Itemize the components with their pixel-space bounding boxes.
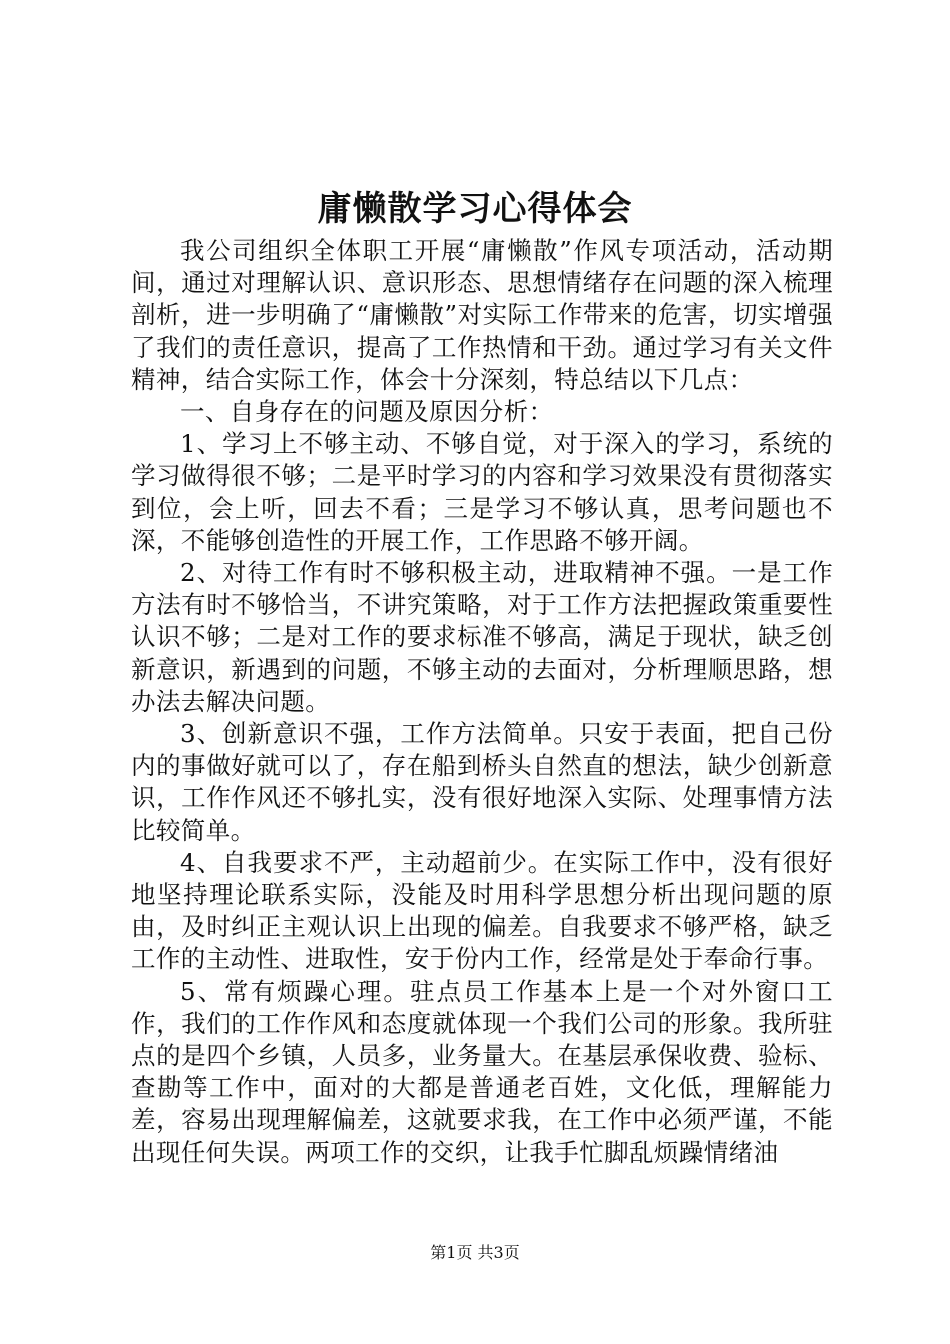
- paragraph-point-4: 4、自我要求不严，主动超前少。在实际工作中，没有很好地坚持理论联系实际，没能及时用科学思想分析出现问题的原由，及时纠正主观认识上出现的偏差。自我要求不够严格，缺乏工作的主动性、进取性，安于份内工作，经常是处于奉命行事。: [131, 847, 833, 974]
- document-title: 庸懒散学习心得体会: [317, 189, 633, 229]
- paragraph-point-3: 3、创新意识不强，工作方法简单。只安于表面，把自己份内的事做好就可以了，存在船到桥头自然直的想法，缺少创新意识，工作作风还不够扎实，没有很好地深入实际、处理事情方法比较简单。: [131, 719, 833, 845]
- paragraph-point-2: 2、对待工作有时不够积极主动，进取精神不强。一是工作方法有时不够恰当，不讲究策略，对于工作方法把握政策重要性认识不够；二是对工作的要求标准不够高，满足于现状，缺乏创新意识，新遇到的问题，不够主动的去面对，分析理顺思路，想办法去解决问题。: [131, 558, 833, 716]
- paragraph-intro: 我公司组织全体职工开展“庸懒散”作风专项活动，活动期间，通过对理解认识、意识形态、思想情绪存在问题的深入梳理剖析，进一步明确了“庸懒散”对实际工作带来的危害，切实增强了我们的责任意识，提高了工作热情和干劲。通过学习有关文件精神，结合实际工作，体会十分深刻，特总结以下几点：: [131, 236, 833, 394]
- paragraph-point-5: 5、常有烦躁心理。驻点员工作基本上是一个对外窗口工作，我们的工作作风和态度就体现一个我们公司的形象。我所驻点的是四个乡镇，人员多，业务量大。在基层承保收费、验标、查勘等工作中，面对的大都是普通老百姓，文化低，理解能力差，容易出现理解偏差，这就要求我，在工作中必须严谨，不能出现任何失误。两项工作的交织，让我手忙脚乱烦躁情绪油: [131, 976, 833, 1167]
- document-body: [131, 235, 833, 1169]
- page-number-footer: 第1页 共3页: [430, 1243, 520, 1262]
- section-heading-problems: 一、自身存在的问题及原因分析：: [180, 397, 554, 427]
- paragraph-point-1: 1、学习上不够主动、不够自觉，对于深入的学习，系统的学习做得很不够；二是平时学习的内容和学习效果没有贯彻落实到位，会上听，回去不看；三是学习不够认真，思考问题也不深，不能够创造性的开展工作，工作思路不够开阔。: [131, 429, 833, 555]
